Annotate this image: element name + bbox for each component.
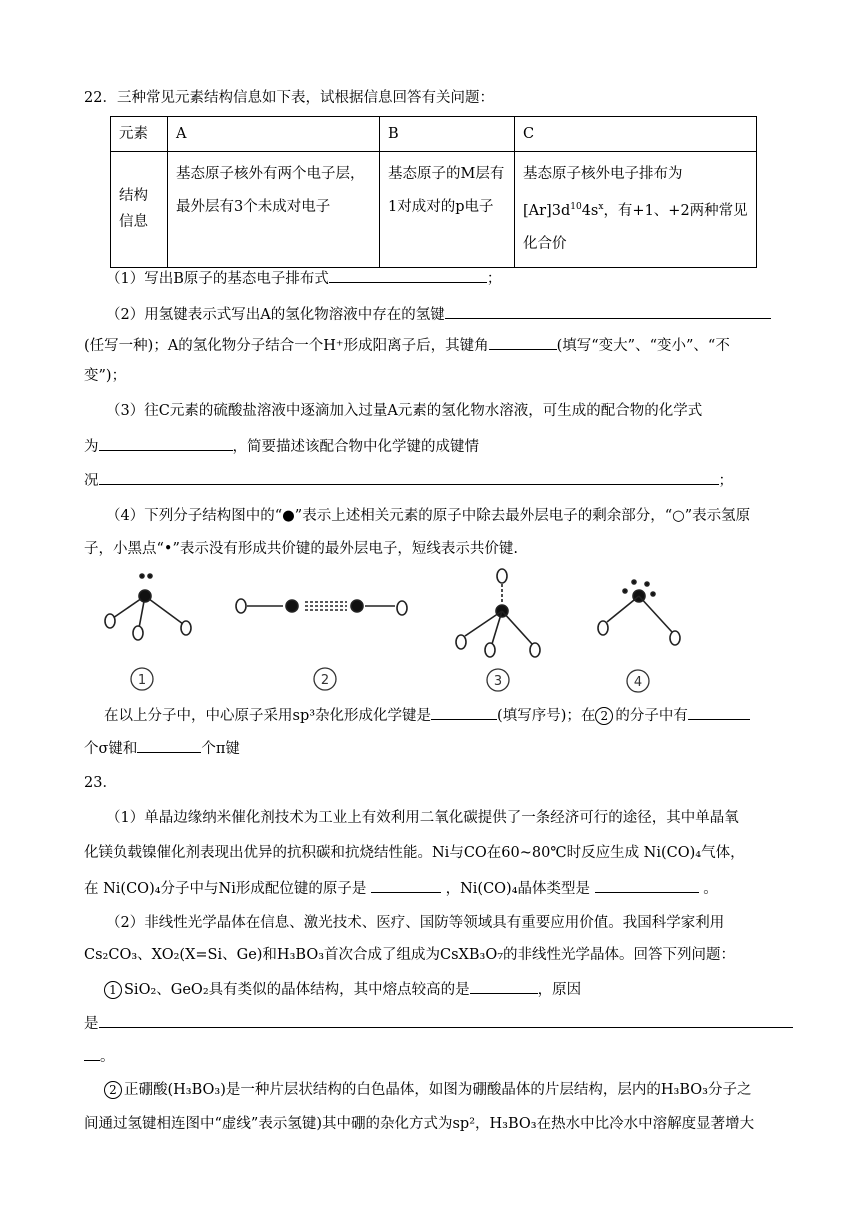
q22-p2b-text: (任写一种)；A的氢化物分子结合一个H⁺形成阳离子后，其键角 xyxy=(84,338,489,354)
q23-p1e-text: 。 xyxy=(703,881,718,897)
figure-number-2: 2 xyxy=(320,673,330,688)
answer-blank-11[interactable] xyxy=(470,979,538,994)
q22-p4e-text: 的分子中有 xyxy=(615,708,688,724)
c-sup-x: x xyxy=(598,202,604,212)
q23-s2a-text: 正硼酸(H₃BO₃)是一种片层状结构的白色晶体，如图为硼酸晶体的片层结构，层内的H₃BO₃分子之 xyxy=(124,1082,752,1098)
circled-2b: 2 xyxy=(104,1081,122,1099)
figure-number-3: 3 xyxy=(493,674,503,689)
answer-blank-7[interactable] xyxy=(688,705,750,720)
q22-part4-line3 xyxy=(104,705,750,726)
molecule-figure-4 xyxy=(598,580,680,645)
answer-blank-9[interactable] xyxy=(371,878,441,893)
table-header-c: C xyxy=(515,117,757,152)
q22-p2a-text: （2）用氢键表示式写出A的氢化物溶液中存在的氢键 xyxy=(106,307,445,323)
answer-blank-10[interactable] xyxy=(595,878,699,893)
q23-sub1-line3 xyxy=(84,1046,115,1067)
answer-blank-6[interactable] xyxy=(431,705,497,720)
q23-s1a-text: SiO₂、GeO₂具有类似的晶体结构，其中熔点较高的是 xyxy=(124,982,470,998)
q22-part3-line3 xyxy=(84,470,733,491)
q22-part4-line2: 子，小黑点“•”表示没有形成共价键的最外层电子，短线表示共价键. xyxy=(84,541,518,557)
molecule-figure-3 xyxy=(456,569,540,657)
q22-part1 xyxy=(106,268,501,289)
answer-blank-3[interactable] xyxy=(489,335,557,350)
answer-blank-12[interactable] xyxy=(99,1013,793,1028)
q22-p3e-text: ； xyxy=(718,473,733,489)
q23-s1d-text: 。 xyxy=(100,1049,115,1065)
q23-part1-line3 xyxy=(84,878,718,899)
table-row-label: 结构信息 xyxy=(111,152,168,268)
q22-part2-line1 xyxy=(106,304,771,325)
circled-1: 1 xyxy=(104,981,122,999)
q23-part1-line1: （1）单晶边缘纳米催化剂技术为工业上有效利用二氧化碳提供了一条经济可行的途径，其中单晶氧 xyxy=(106,810,739,826)
answer-blank-2[interactable] xyxy=(445,304,771,319)
c-info-part4: ，有+1、+2两种常见化合价 xyxy=(523,202,748,252)
circled-2: 2 xyxy=(595,707,613,725)
table-cell-b: 基态原子的M层有1对成对的p电子 xyxy=(380,152,515,268)
q22-part4-line4 xyxy=(84,738,240,759)
table-header-element: 元素 xyxy=(111,117,168,152)
figure-number-1: 1 xyxy=(137,673,147,688)
molecule-figure-1 xyxy=(105,574,191,640)
q22-p1-text: （1）写出B原子的基态电子排布式 xyxy=(106,271,329,287)
q23-sub1-line1 xyxy=(104,979,581,1000)
q23-part1-line2: 化镁负载镍催化剂表现出优异的抗积碳和抗烧结性能。Ni与CO在60~80℃时反应生成 Ni(CO)₄气体， xyxy=(84,845,745,861)
q23-p1d-text: ，Ni(CO)₄晶体类型是 xyxy=(445,881,591,897)
answer-blank-1[interactable] xyxy=(329,268,487,283)
q22-part3-line1: （3）往C元素的硫酸盐溶液中逐滴加入过量A元素的氢化物水溶液，可生成的配合物的化学式 xyxy=(106,403,703,419)
answer-blank-5[interactable] xyxy=(99,470,719,485)
q23-s1b-text: ，原因 xyxy=(537,982,582,998)
q22-p1-end: ； xyxy=(486,271,502,287)
q23-sub2-line2: 间通过氢键相连图中“虚线”表示氢键)其中硼的杂化方式为sp²，H₃BO₃在热水中比冷水中溶解度显著增大 xyxy=(84,1116,755,1132)
q22-part3-line2 xyxy=(84,436,479,457)
q22-p3d-text: 况 xyxy=(84,473,99,489)
c-info-part1: 基态原子核外电子排布为 xyxy=(523,166,683,182)
answer-blank-8[interactable] xyxy=(137,738,201,753)
q23-sub2-line1 xyxy=(104,1080,751,1100)
figure-number-4: 4 xyxy=(633,675,643,690)
q22-p4d-text: (填写序号)；在 xyxy=(497,708,596,724)
table-cell-c xyxy=(515,152,757,268)
molecule-figures xyxy=(95,566,695,696)
answer-blank-4[interactable] xyxy=(99,436,233,451)
q22-part2-line2 xyxy=(84,335,730,356)
q22-p4g-text: 个π键 xyxy=(201,741,240,757)
q22-p4c-text: 在以上分子中，中心原子采用sp³杂化形成化学键是 xyxy=(104,708,432,724)
c-info-part2: [Ar]3d xyxy=(523,202,571,219)
q22-p3b-text: 为 xyxy=(84,439,99,455)
q22-p2c-text: (填写“变大”、“变小”、“不 xyxy=(556,338,730,354)
q23-part2-line1: （2）非线性光学晶体在信息、激光技术、医疗、国防等领域具有重要应用价值。我国科学家利用 xyxy=(106,915,725,931)
table-header-b: B xyxy=(380,117,515,152)
q22-part4-line1: （4）下列分子结构图中的“●”表示上述相关元素的原子中除去最外层电子的剩余部分，“○”表示氢原 xyxy=(106,508,751,524)
c-sup-10: 10 xyxy=(570,202,582,212)
q23-part2-line2: Cs₂CO₃、XO₂(X=Si、Ge)和H₃BO₃首次合成了组成为CsXB₃O₇的非线性光学晶体。回答下列问题： xyxy=(84,947,736,963)
c-info-part3: 4s xyxy=(581,202,599,219)
q22-part2-line3: 变”)； xyxy=(84,368,127,384)
answer-blank-12-cont[interactable] xyxy=(84,1046,100,1061)
table-cell-a: 基态原子核外有两个电子层，最外层有3个未成对电子 xyxy=(168,152,380,268)
q23-p1c-text: 在 Ni(CO)₄分子中与Ni形成配位键的原子是 xyxy=(84,881,367,897)
element-info-table xyxy=(110,116,757,268)
q23-sub1-line2 xyxy=(84,1013,793,1034)
molecule-figure-2 xyxy=(236,599,407,615)
q23-s1c-text: 是 xyxy=(84,1016,99,1032)
q22-p3c-text: ，简要描述该配合物中化学键的成键情 xyxy=(232,439,479,455)
q22-p4f-text: 个σ键和 xyxy=(84,741,138,757)
q22-title: 22．三种常见元素结构信息如下表，试根据信息回答有关问题： xyxy=(84,90,494,106)
q23-title: 23． xyxy=(84,775,117,791)
table-header-a: A xyxy=(168,117,380,152)
